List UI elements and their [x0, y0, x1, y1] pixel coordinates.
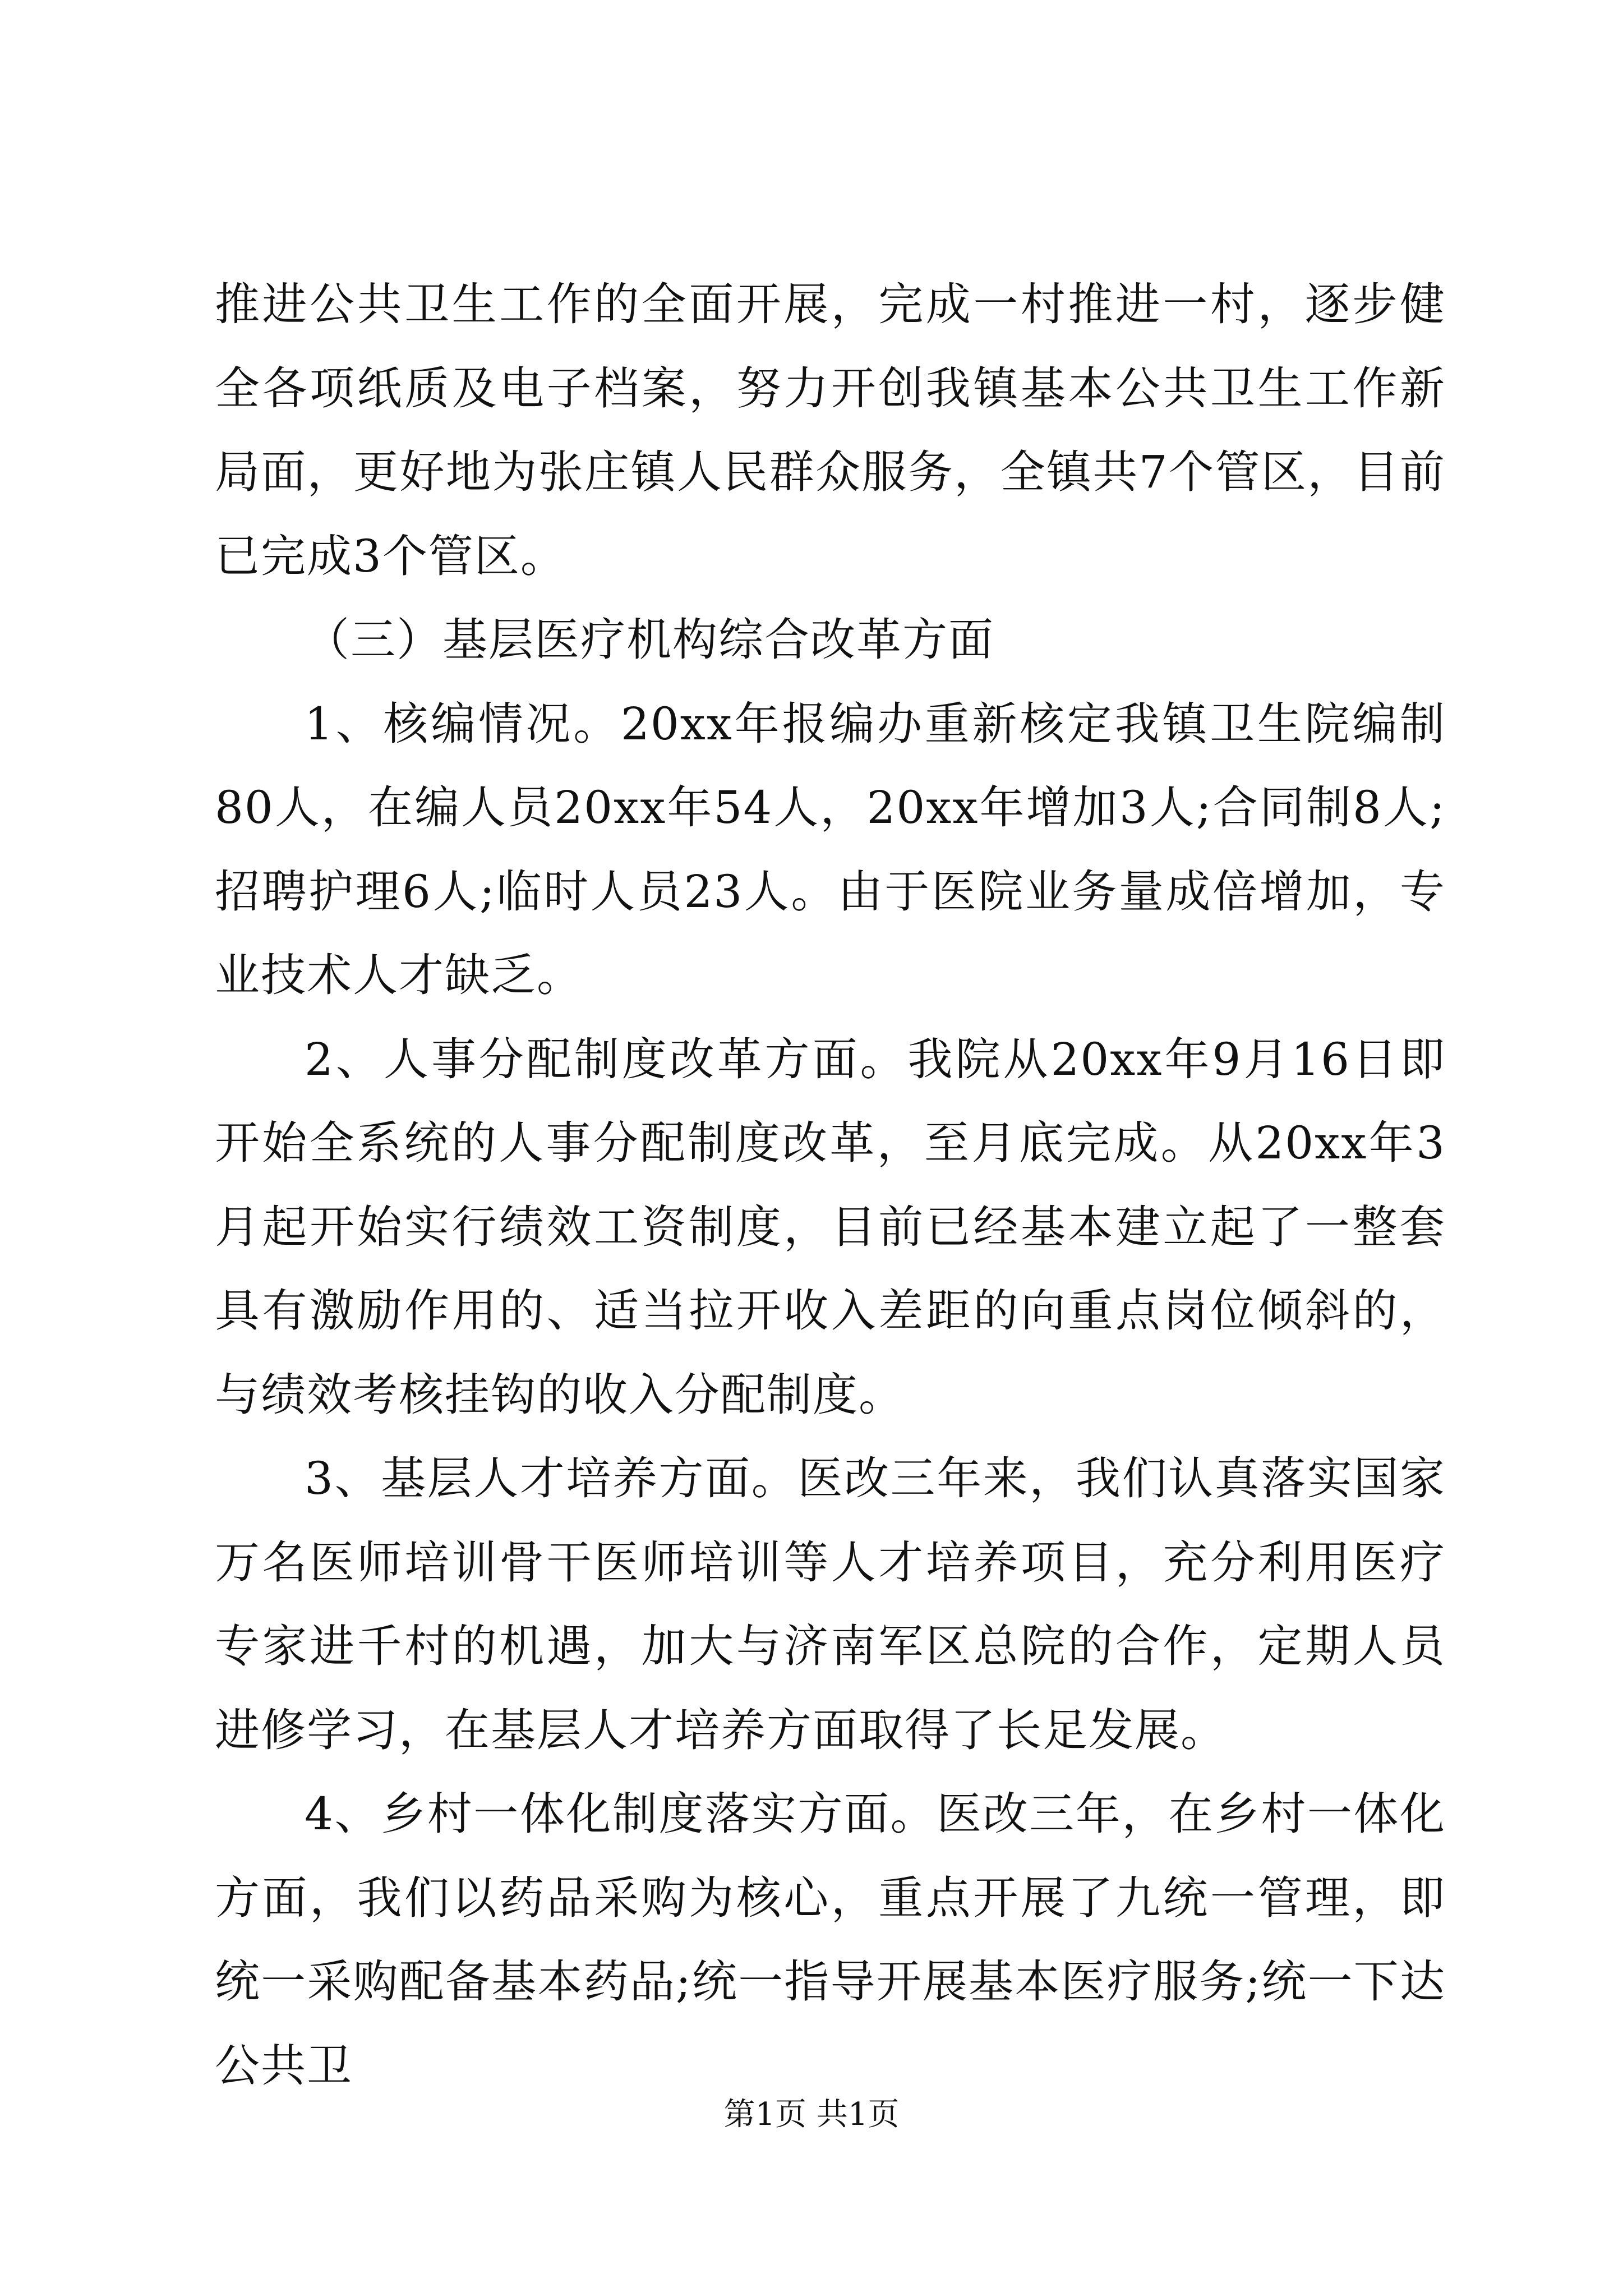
paragraph-personnel-reform: 2、人事分配制度改革方面。我院从20xx年9月16日即开始全系统的人事分配制度改革，至月底完成。从20xx年3月起开始实行绩效工资制度，目前已经基本建立起了一整套具有激励作用的、适当拉开收入差距的向重点岗位倾斜的，与绩效考核挂钩的收入分配制度。: [215, 1033, 1446, 1421]
paragraph-continuation: 推进公共卫生工作的全面开展，完成一村推进一村，逐步健全各项纸质及电子档案，努力开创我镇基本公共卫生工作新局面，更好地为张庄镇人民群众服务，全镇共7个管区，目前已完成3个管区。: [215, 278, 1446, 582]
paragraph-talent-training: 3、基层人才培养方面。医改三年来，我们认真落实国家万名医师培训骨干医师培训等人才培养项目，充分利用医疗专家进千村的机遇，加大与济南军区总院的合作，定期人员进修学习，在基层人才培养方面取得了长足发展。: [215, 1452, 1446, 1756]
page-footer: 第1页 共1页: [723, 2096, 900, 2133]
section-heading: （三）基层医疗机构综合改革方面: [305, 614, 994, 666]
paragraph-staffing: 1、核编情况。20xx年报编办重新核定我镇卫生院编制80人，在编人员20xx年54人，20xx年增加3人;合同制8人;招聘护理6人;临时人员23人。由于医院业务量成倍增加，专业技术人才缺乏。: [215, 697, 1446, 1001]
document-body: [215, 263, 1446, 2108]
paragraph-village-integration: 4、乡村一体化制度落实方面。医改三年，在乡村一体化方面，我们以药品采购为核心，重点开展了九统一管理，即统一采购配备基本药品;统一指导开展基本医疗服务;统一下达公共卫: [215, 1788, 1446, 2092]
